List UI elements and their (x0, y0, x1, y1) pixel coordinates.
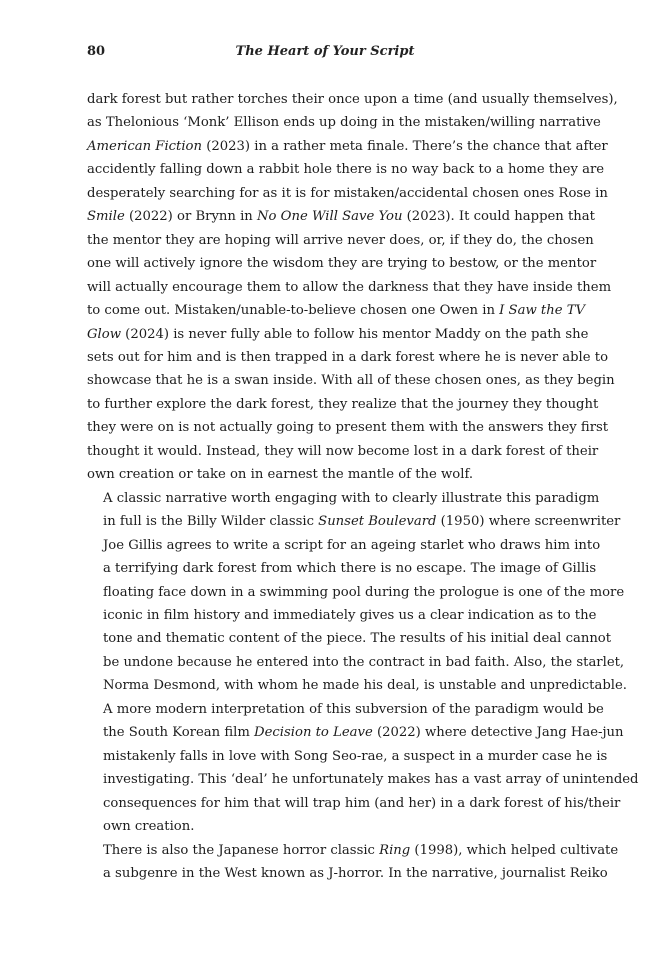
italic-title: Smile (87, 209, 125, 225)
italic-title: Sunset Boulevard (318, 514, 437, 530)
text-run: thought it would. Instead, they will now become lost in a dark forest of their (87, 443, 599, 459)
text-line (87, 323, 589, 346)
text-run: a subgenre in the West known as J-horror. In the narrative, journalist Reiko (103, 865, 608, 881)
text-run: the mentor they are hoping will arrive never does, or, if they do, the chosen (87, 232, 594, 248)
text-line (87, 346, 609, 369)
text-line (87, 416, 609, 439)
text-run: own creation. (103, 819, 195, 835)
text-line (87, 487, 600, 510)
text-line (87, 581, 625, 604)
text-run: (2022) where detective Jang Hae-jun (372, 725, 624, 741)
text-run: sets out for him and is then trapped in a dark forest where he is never able to (87, 349, 609, 365)
text-run: be undone because he entered into the contract in bad faith. Also, the starlet, (103, 654, 625, 670)
paragraph (87, 698, 639, 839)
italic-title: No One Will Save You (256, 209, 403, 225)
text-run: mistakenly falls in love with Song Seo-rae, a suspect in a murder case he is (103, 748, 608, 764)
page-header (87, 44, 563, 66)
text-run: There is also the Japanese horror classic (103, 842, 380, 858)
text-line (87, 393, 599, 416)
text-line (87, 135, 608, 158)
text-line (87, 792, 621, 815)
text-line (87, 88, 618, 111)
text-run: Joe Gillis agrees to write a script for an ageing starlet who draws him into (103, 537, 601, 553)
paragraph (87, 487, 627, 698)
text-run: a terrifying dark forest from which there is no escape. The image of Gillis (103, 561, 597, 577)
text-run: one will actively ignore the wisdom they are trying to bestow, or the mentor (87, 256, 597, 272)
text-run: tone and thematic content of the piece. The results of his initial deal cannot (103, 631, 612, 647)
text-run: showcase that he is a swan inside. With all of these chosen ones, as they begin (87, 373, 615, 389)
text-line (87, 698, 604, 721)
italic-title: Ring (379, 842, 411, 858)
italic-title: Decision to Leave (254, 725, 373, 741)
text-line (87, 674, 627, 697)
text-line (87, 111, 601, 134)
text-line (87, 745, 608, 768)
text-line (87, 604, 597, 627)
text-run: dark forest but rather torches their once upon a time (and usually themselves), (87, 92, 618, 107)
text-line (87, 815, 563, 838)
text-run: investigating. This ‘deal’ he unfortunately makes has a vast array of unintended (103, 772, 639, 788)
text-line (87, 299, 586, 322)
running-title: The Heart of Your Script (235, 44, 415, 59)
text-line (87, 440, 599, 463)
text-run: (2023) in a rather meta finale. There’s the chance that after (202, 138, 608, 154)
text-run: (1998), which helped cultivate (410, 842, 619, 858)
text-run: they were on is not actually going to present them with the answers they first (87, 420, 609, 436)
text-run: own creation or take on in earnest the mantle of the wolf. (87, 467, 474, 483)
text-run: Norma Desmond, with whom he made his deal, is unstable and unpredictable. (103, 678, 627, 694)
text-run: in full is the Billy Wilder classic (103, 514, 319, 530)
text-line (87, 252, 597, 275)
text-run: accidently falling down a rabbit hole there is no way back to a home they are (87, 162, 605, 178)
text-run: A classic narrative worth engaging with to clearly illustrate this paradigm (103, 490, 600, 506)
text-run: A more modern interpretation of this subversion of the paradigm would be (103, 701, 604, 717)
text-line (87, 534, 601, 557)
italic-title: American Fiction (87, 138, 202, 154)
text-run: desperately searching for as it is for mistaken/accidental chosen ones Rose in (87, 185, 608, 201)
page-number: 80 (87, 44, 106, 59)
text-line (87, 369, 615, 392)
text-line (87, 651, 625, 674)
text-run: the South Korean film (103, 725, 255, 741)
text-run: iconic in film history and immediately gives us a clear indication as to the (103, 607, 597, 623)
paragraph (87, 88, 618, 487)
text-run: (2023). It could happen that (402, 209, 595, 225)
text-line (87, 557, 597, 580)
text-run: floating face down in a swimming pool during the prologue is one of the more (103, 584, 625, 600)
text-run: to further explore the dark forest, they realize that the journey they thought (87, 396, 599, 412)
text-run: (1950) where screenwriter (436, 514, 621, 530)
body-text (87, 88, 639, 885)
text-line (87, 229, 594, 252)
text-run: to come out. Mistaken/unable-to-believe chosen one Owen in (87, 303, 500, 319)
text-run: will actually encourage them to allow the darkness that they have inside them (87, 279, 612, 295)
text-line (87, 721, 624, 744)
text-line (87, 862, 608, 885)
text-line (87, 158, 605, 181)
paragraph (87, 839, 619, 886)
text-line (87, 768, 639, 791)
text-line (87, 510, 621, 533)
italic-title: Glow (87, 326, 121, 342)
text-line (87, 276, 612, 299)
italic-title: I Saw the TV (499, 303, 586, 319)
text-line (87, 182, 608, 205)
text-run: (2022) or Brynn in (124, 209, 257, 225)
text-line (87, 627, 612, 650)
text-line (87, 839, 619, 862)
text-run: (2024) is never fully able to follow his mentor Maddy on the path she (120, 326, 589, 342)
text-run: as Thelonious ‘Monk’ Ellison ends up doing in the mistaken/willing narrative (87, 115, 601, 131)
text-line (87, 205, 595, 228)
text-line (87, 463, 563, 486)
text-run: consequences for him that will trap him (and her) in a dark forest of his/their (103, 795, 621, 811)
